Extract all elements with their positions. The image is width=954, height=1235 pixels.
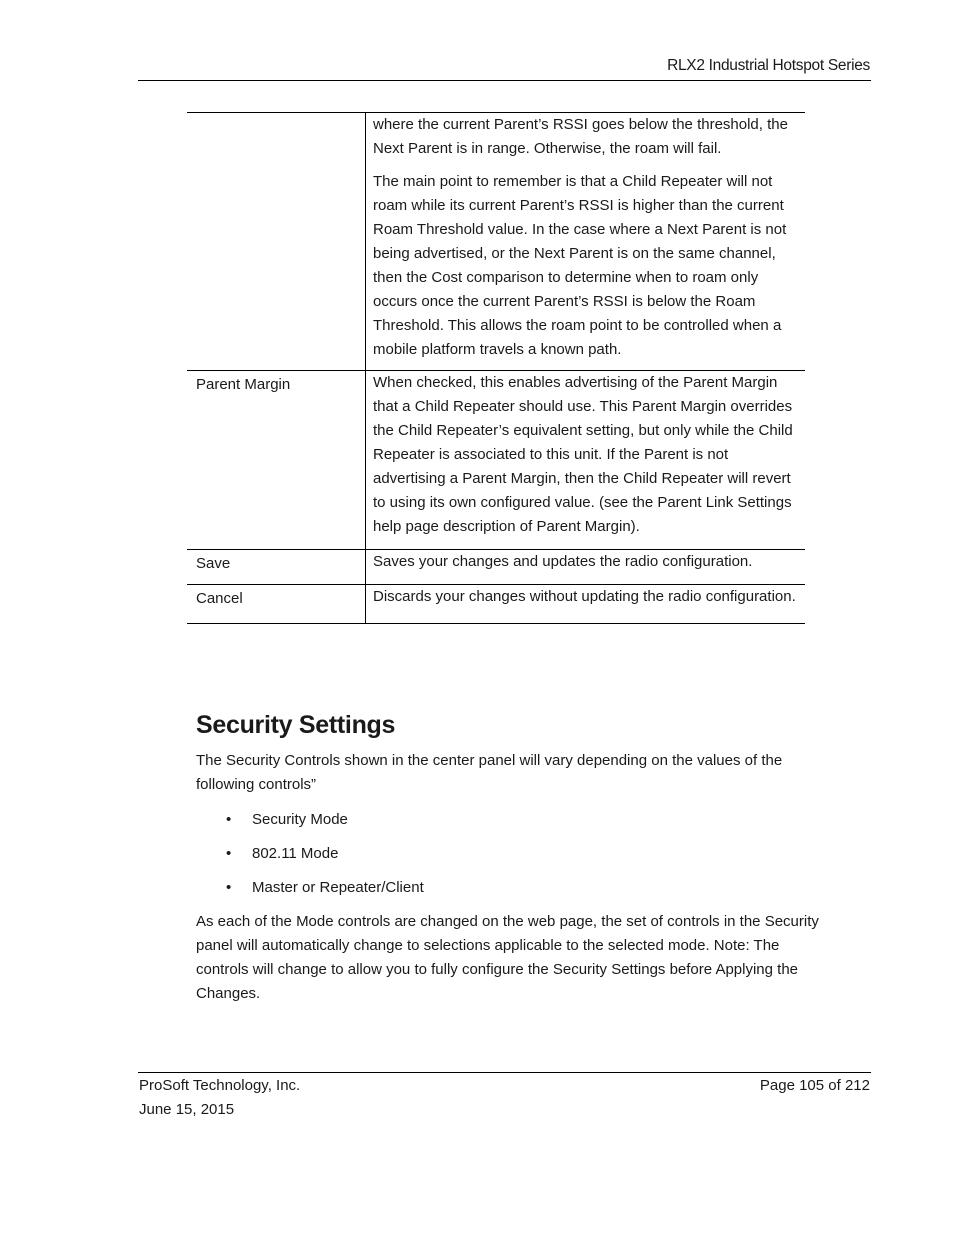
outro-paragraph: As each of the Mode controls are changed on the web page, the set of controls in the Security panel will automatically change to selections applicable to the selected mode. Note: The controls will change to allow you to fully configure the Security Settings before Applying the Changes. <box>196 913 819 1002</box>
header-rule <box>138 80 871 81</box>
running-header: RLX2 Industrial Hotspot Series <box>667 57 870 74</box>
param-name <box>187 113 366 371</box>
bullet-icon: • <box>226 879 232 896</box>
bullet-icon: • <box>226 811 232 828</box>
description-paragraph: Discards your changes without updating the radio configuration. <box>373 588 796 605</box>
list-item-label: Security Mode <box>252 811 348 828</box>
list-item-label: Master or Repeater/Client <box>252 879 424 896</box>
description-paragraph: Saves your changes and updates the radio configuration. <box>373 553 753 570</box>
footer-left <box>139 1074 300 1122</box>
list-item <box>196 876 424 910</box>
footer-rule <box>138 1072 871 1073</box>
bullet-list <box>196 808 424 910</box>
bullet-icon: • <box>226 845 232 862</box>
description-paragraph: The main point to remember is that a Child Repeater will not roam while its current Parent’s RSSI is higher than the current Roam Threshold value. In the case where a Next Parent is not being advertised, or the Next Parent is on the same channel, then the Cost comparison to determine when to roam only occurs once the current Parent’s RSSI is below the Roam Threshold. This allows the roam point to be controlled when a mobile platform travels a known path. <box>373 173 787 358</box>
footer-date: June 15, 2015 <box>139 1101 235 1118</box>
list-item-label: 802.11 Mode <box>252 845 339 862</box>
param-description <box>366 585 806 624</box>
param-name: Save <box>196 555 231 572</box>
table-row <box>187 550 805 585</box>
intro-paragraph: The Security Controls shown in the center panel will vary depending on the values of the following controls” <box>196 752 783 793</box>
param-description <box>366 371 806 550</box>
footer-company: ProSoft Technology, Inc. <box>139 1077 301 1094</box>
param-name: Parent Margin <box>196 376 291 393</box>
table-row <box>187 371 805 550</box>
table-row <box>187 585 805 624</box>
table-row <box>187 113 805 371</box>
description-paragraph: where the current Parent’s RSSI goes below the threshold, the Next Parent is in range. Otherwise, the roam will fail. <box>373 116 788 157</box>
list-item <box>196 808 424 842</box>
param-description <box>366 113 806 371</box>
page-number: Page 105 of 212 <box>759 1077 870 1094</box>
param-name: Cancel <box>196 590 243 607</box>
parameter-table <box>187 112 805 624</box>
param-description <box>366 550 806 585</box>
description-paragraph: When checked, this enables advertising of the Parent Margin that a Child Repeater should use. This Parent Margin overrides the Child Repeater’s equivalent setting, but only while the Child Repeater is associated to this unit. If the Parent is not advertising a Parent Margin, then the Child Repeater will revert to using its own configured value. (see the Parent Link Settings help page description of Parent Margin). <box>373 374 793 535</box>
section-heading: Security Settings <box>196 711 396 739</box>
list-item <box>196 842 424 876</box>
